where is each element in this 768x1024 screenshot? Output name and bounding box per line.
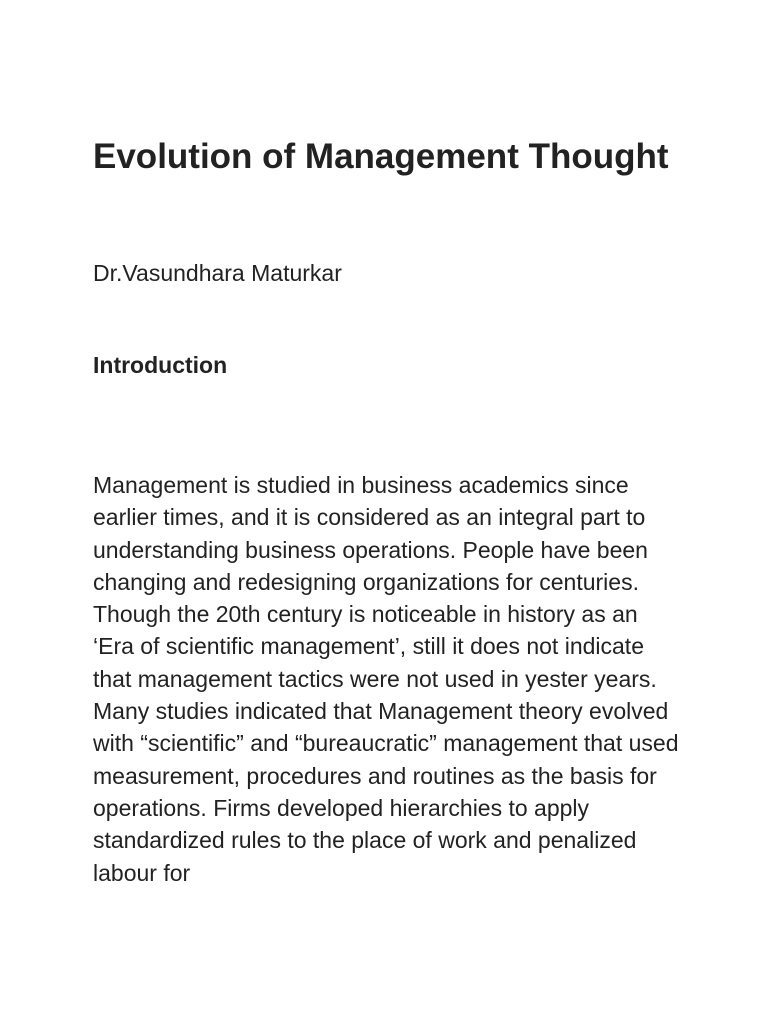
introduction-paragraph: Management is studied in business academics since earlier times, and it is considered as an integral part to understanding business operations. People have been changing and redesigning organizations for centuries. Though the 20th century is noticeable in history as an ‘Era of scientific management’, still it does not indicate that management tactics were not used in yester years. Many studies indicated that Management theory evolved with “scientific” and “bureaucratic” management that used measurement, procedures and routines as the basis for operations. Firms developed hierarchies to apply standardized rules to the place of work and penalized labour for	[93, 472, 679, 886]
author-name: Dr.Vasundhara Maturkar	[93, 260, 342, 286]
document-title: Evolution of Management Thought	[93, 137, 669, 176]
section-heading-introduction: Introduction	[93, 352, 228, 378]
